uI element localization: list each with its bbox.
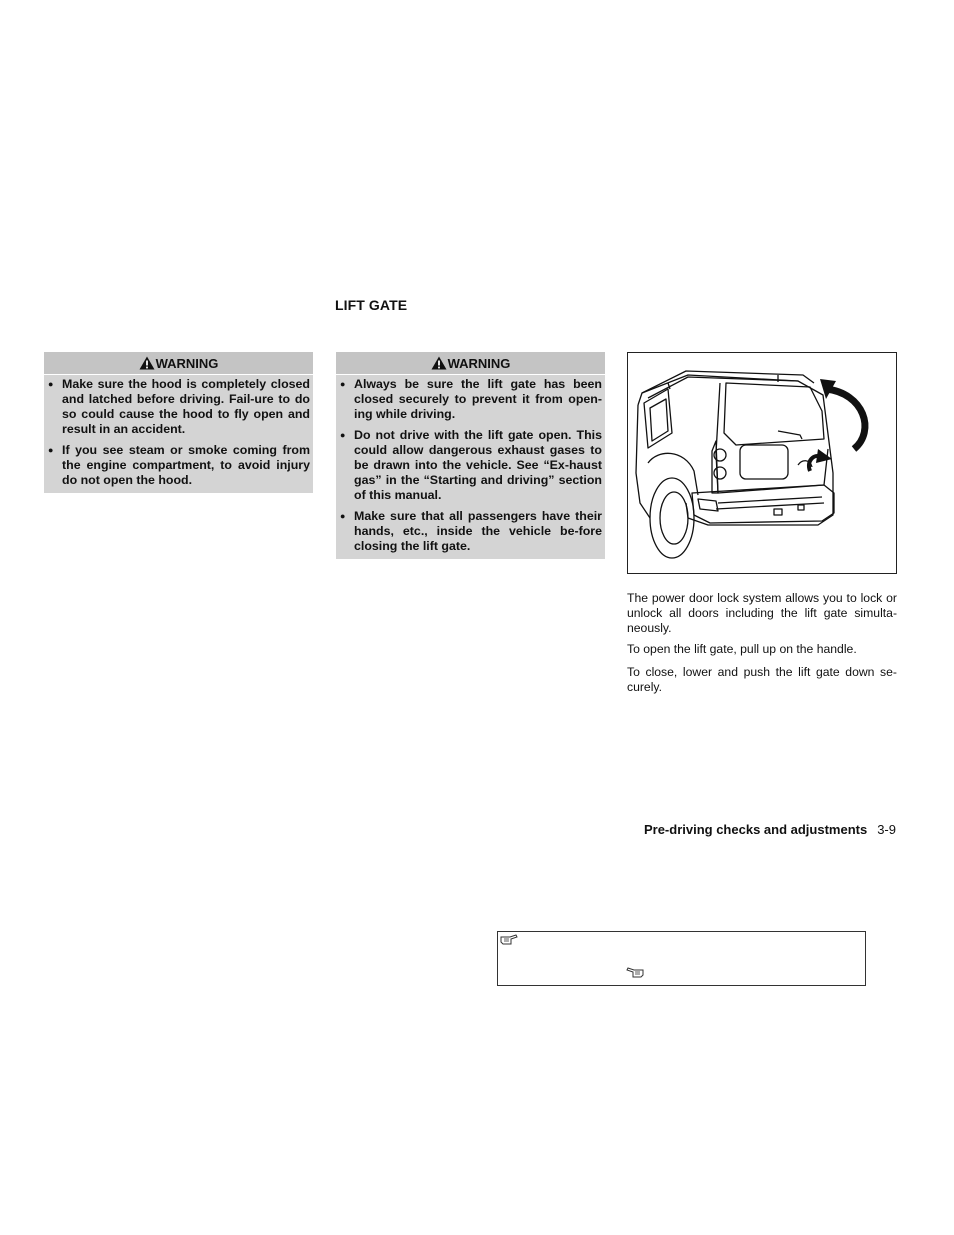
page-footer — [560, 822, 896, 837]
warning-list — [44, 375, 313, 494]
pointing-hand-icon — [500, 934, 518, 946]
warning-box-lift-gate — [336, 352, 605, 559]
warning-box-hood — [44, 352, 313, 493]
warning-item: ● Always be sure the lift gate has been closed securely to prevent it from open-ing while driving. — [340, 377, 602, 422]
body-paragraph: To close, lower and push the lift gate down se-curely. — [627, 665, 897, 695]
body-paragraph: To open the lift gate, pull up on the handle. — [627, 642, 857, 657]
warning-item: ● Make sure that all passengers have their hands, etc., inside the vehicle be-fore closing the lift gate. — [340, 509, 602, 554]
lift-gate-illustration — [627, 352, 897, 574]
warning-item: ● Do not drive with the lift gate open. This could allow dangerous exhaust gases to be drawn into the vehicle. See “Ex-haust gas” in the “Starting and driving” section of this manual. — [340, 428, 602, 503]
warning-triangle-icon — [139, 356, 155, 370]
warning-item: ● Make sure the hood is completely closed and latched before driving. Fail-ure to do so could cause the hood to fly open and result in an accident. — [48, 377, 310, 437]
warning-label: WARNING — [155, 355, 219, 371]
warning-header — [44, 352, 313, 375]
section-title: LIFT GATE — [335, 297, 408, 313]
reference-box — [497, 931, 866, 986]
vehicle-rear-illustration — [628, 353, 896, 573]
warning-label: WARNING — [447, 355, 511, 371]
pointing-hand-icon — [626, 967, 644, 979]
footer-section-title: Pre-driving checks and adjustments — [643, 822, 868, 837]
page-number: 3-9 — [877, 822, 896, 837]
body-paragraph: The power door lock system allows you to lock or unlock all doors including the lift gate simulta-neously. — [627, 591, 897, 636]
warning-triangle-icon — [431, 356, 447, 370]
warning-header — [336, 352, 605, 375]
warning-list — [336, 375, 605, 560]
warning-item: ● If you see steam or smoke coming from the engine compartment, to avoid injury do not open the hood. — [48, 443, 310, 488]
